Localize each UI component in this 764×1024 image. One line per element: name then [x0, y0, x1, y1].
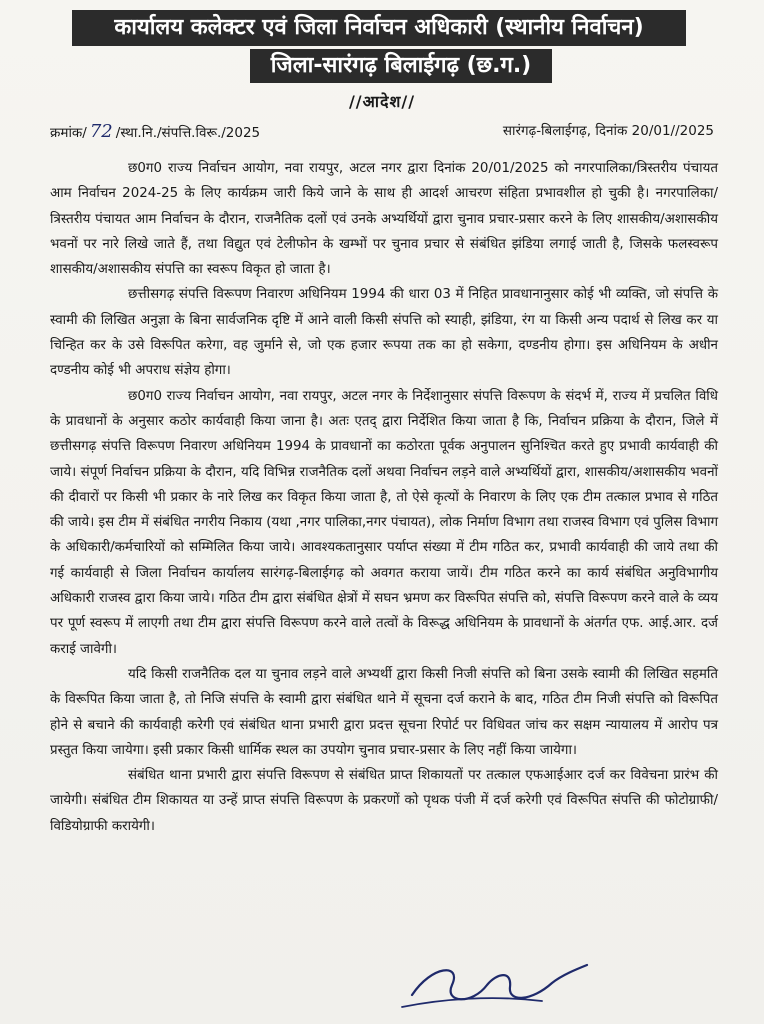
order-body	[50, 156, 718, 839]
paragraph-3: छ0ग0 राज्य निर्वाचन आयोग, नवा रायपुर, अटल नगर के निर्देशानुसार संपत्ति विरूपण के संदर्भ में, राज्य में प्रचलित विधि के प्रावधानों के अनुसार कठोर कार्यवाही किया जाना है। अतः एतद् द्वारा निर्देशित किया जाता है कि, निर्वाचन प्रक्रिया के दौरान, जिले में छत्तीसगढ़ संपत्ति विरूपण निवारण अधिनियम 1994 के प्रावधानों का कठोरता पूर्वक अनुपालन सुनिश्चित करते हुए प्रभावी कार्यवाही की जाये। संपूर्ण निर्वाचन प्रक्रिया के दौरान, यदि विभिन्न राजनैतिक दलों अथवा निर्वाचन लड़ने वाले अभ्यर्थियों द्वारा, शासकीय/अशासकीय भवनों की दीवारों पर किसी भी प्रकार के नारे लिख कर विकृत किया जाता है, तो ऐसे कृत्यों के निवारण के लिए एक टीम तत्काल प्रभाव से गठित की जाये। इस टीम में संबंधित नगरीय निकाय (यथा ,नगर पालिका,नगर पंचायत), लोक निर्माण विभाग तथा राजस्व विभाग एवं पुलिस विभाग के अधिकारी/कर्मचारियों को सम्मिलित किया जाये। आवश्यकतानुसार पर्याप्त संख्या में टीम गठित कर, प्रभावी कार्यवाही की जाये तथा की गई कार्यवाही से जिला निर्वाचन कार्यालय सारंगढ़-बिलाईगढ़ को अवगत कराया जायें। टीम गठित करने का कार्य संबंधित अनुविभागीय अधिकारी राजस्व द्वारा किया जाये। गठित टीम द्वारा संबंधित क्षेत्रों में सघन भ्रमण कर विरूपित संपत्ति को, संपत्ति विरूपण करने वाले के व्यय पर पूर्ण स्वरूप में लाएगी तथा टीम द्वारा संपत्ति विरूपण करने वाले तत्वों के विरूद्ध अधिनियम के प्रावधानों के अंतर्गत एफ. आई.आर. दर्ज कराई जावेगी।	[50, 388, 718, 657]
signature-scribble	[392, 955, 592, 1017]
paragraph-5: संबंधित थाना प्रभारी द्वारा संपत्ति विरूपण से संबंधित प्राप्त शिकायतों पर तत्काल एफआईआर दर्ज कर विवेचना प्रारंभ की जायेगी। संबंधित टीम शिकायत या उन्हें प्राप्त संपत्ति विरूपण के प्रकरणों को पृथक पंजी में दर्ज करेगी एवं विरूपित संपत्ति की फोटोग्राफी/ विडियोग्राफी करायेगी।	[50, 768, 718, 834]
reference-label: क्रमांक/	[50, 125, 87, 141]
office-title	[72, 10, 686, 46]
district-title-text: जिला-सारंगढ़ बिलाईगढ़ (छ.ग.)	[270, 53, 532, 78]
reference-suffix: /स्था.नि./संपत्ति.विरू./2025	[115, 125, 261, 141]
paragraph-1: छ0ग0 राज्य निर्वाचन आयोग, नवा रायपुर, अटल नगर द्वारा दिनांक 20/01/2025 को नगरपालिका/त्रिस्तरीय पंचायत आम निर्वाचन 2024-25 के लिए कार्यक्रम जारी किये जाने के साथ ही आदर्श आचरण संहिता प्रभावशील हो चुकी है। नगरपालिका/त्रिस्तरीय पंचायत आम निर्वाचन के दौरान, राजनैतिक दलों एवं उनके अभ्यर्थियों द्वारा चुनाव प्रचार-प्रसार करने के लिए शासकीय/अशासकीय भवनों पर नारे लिखे जाते हैं, तथा विद्युत एवं टेलीफोन के खम्भों पर चुनाव प्रचार से संबंधित झंडिया लगाई जाती है, जिसके फलस्वरूप शासकीय/अशासकीय संपत्ति का स्वरूप विकृत हो जाता है।	[50, 161, 718, 278]
district-title	[250, 49, 552, 83]
reference-number	[50, 121, 260, 142]
handwritten-reference-number: 72	[89, 121, 113, 142]
place-date: सारंगढ़-बिलाईगढ़, दिनांक 20/01//2025	[502, 123, 714, 139]
paragraph-4: यदि किसी राजनैतिक दल या चुनाव लड़ने वाले अभ्यर्थी द्वारा किसी निजी संपत्ति को बिना उसके स्वामी की लिखित सहमति के विरूपित किया जाता है, तो निजि संपत्ति के स्वामी द्वारा संबंधित थाने में सूचना दर्ज कराने के बाद, गठित टीम निजी संपत्ति को विरूपित होने से बचाने की कार्यवाही करेगी एवं संबंधित थाना प्रभारी द्वारा प्रदत्त सूचना रिपोर्ट पर विधिवत जांच कर सक्षम न्यायालय में आरोप पत्र प्रस्तुत किया जायेगा। इसी प्रकार किसी धार्मिक स्थल का उपयोग चुनाव प्रचार-प्रसार के लिए नहीं किया जायेगा।	[50, 666, 718, 758]
office-title-text: कार्यालय कलेक्टर एवं जिला निर्वाचन अधिकारी (स्थानीय निर्वाचन)	[114, 15, 644, 40]
paragraph-2: छत्तीसगढ़ संपत्ति विरूपण निवारण अधिनियम 1994 की धारा 03 में निहित प्रावधानानुसार कोई भी व्यक्ति, जो संपत्ति के स्वामी की लिखित अनुज्ञा के बिना सार्वजनिक दृष्टि में आने वाली किसी संपत्ति को स्याही, झंडिया, रंग या किसी अन्य पदार्थ से लिख कर या चिन्हित कर के उसे विरूपित करेगा, वह जुर्माने से, जो एक हजार रूपया तक का हो सकेगा, दण्डनीय होगा। इस अधिनियम के अधीन दण्डनीय कोई भी अपराध संज्ञेय होगा।	[50, 287, 718, 379]
order-title: //आदेश//	[348, 92, 416, 111]
